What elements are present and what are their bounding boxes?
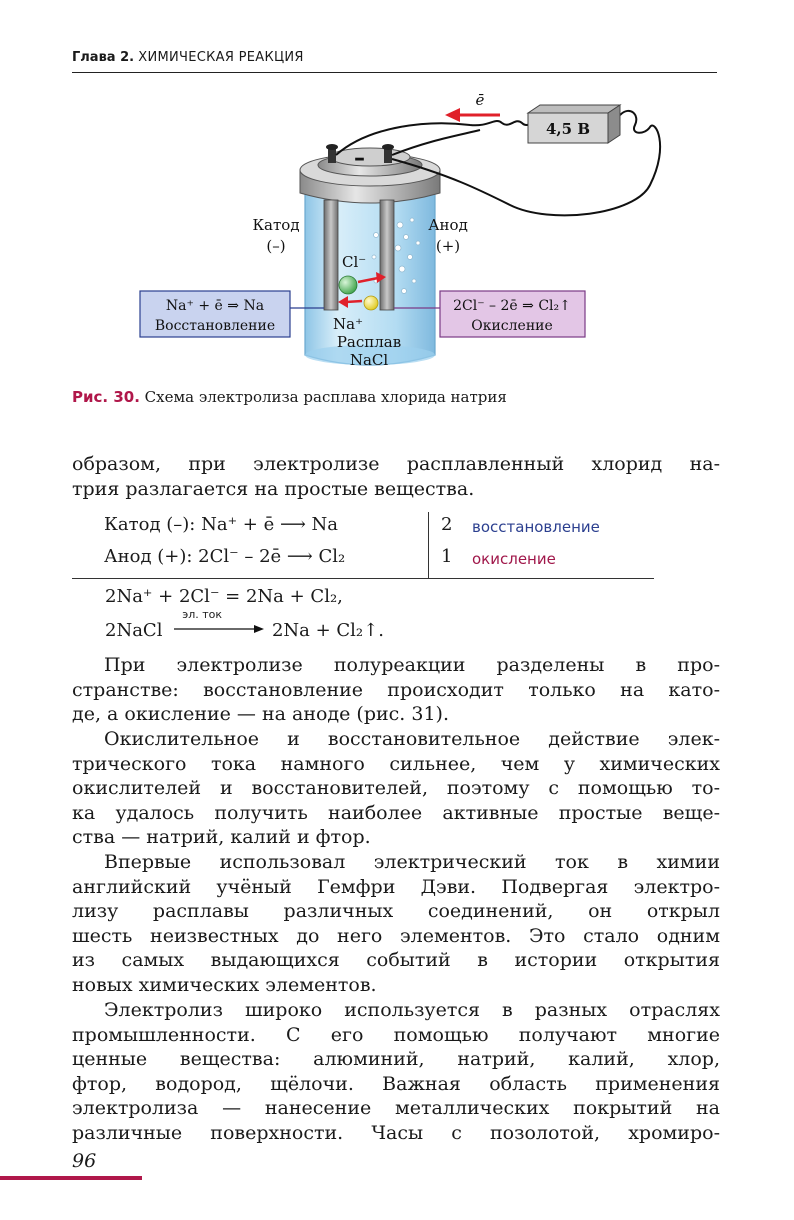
reactant: 2NaCl [105, 620, 163, 641]
paragraph-5 [72, 998, 720, 1146]
arrow-icon [170, 620, 268, 638]
paragraph-3 [72, 727, 720, 850]
anode-half-reaction: Анод (+): 2Cl⁻ – 2ē ⟶ Cl₂ [104, 546, 346, 567]
battery [528, 105, 620, 143]
cathode-coefficient: 2 [441, 514, 453, 535]
cathode-label: Катод [252, 216, 300, 234]
cathode-rod [324, 200, 338, 310]
electric-current-arrow [168, 608, 266, 636]
melt-substance: NaCl [349, 351, 389, 369]
chloride-ion [339, 276, 357, 294]
electron-flow-arrow [445, 91, 500, 122]
sodium-ion [364, 296, 378, 310]
arrow-condition: эл. ток [182, 608, 223, 621]
text-line: де, а окисление — на аноде (рис. 31). [72, 703, 450, 726]
table-divider [428, 512, 429, 578]
cathode-sign: (–) [266, 237, 286, 255]
text-line: новых химических элементов. [72, 973, 377, 996]
chapter-title: ХИМИЧЕСКАЯ РЕАКЦИЯ [138, 50, 304, 65]
electrolysis-figure [130, 85, 670, 385]
text-line: трия разлагается на простые вещества. [72, 477, 475, 500]
figure-number: Рис. 30. [72, 388, 140, 406]
beaker-lid [300, 148, 440, 203]
melt-label: Расплав [336, 333, 402, 351]
chapter-label: Глава 2. [72, 50, 135, 65]
text-line: образом, при электролизе расплавленный хлорид на- [72, 453, 720, 475]
oxidation-equation: 2Cl⁻ – 2ē ⇒ Cl₂↑ [453, 298, 571, 314]
text-line: лизу расплавы различных соединений, он открыл [72, 900, 720, 923]
text-line: из самых выдающихся событий в истории открытия [72, 949, 720, 972]
text-line: При электролизе полуреакции разделены в про- [104, 654, 720, 676]
text-line: шесть неизвестных до него элементов. Это стало одним [72, 924, 720, 947]
anode-coefficient: 1 [441, 546, 453, 567]
figure-caption-text: Схема электролиза расплава хлорида натрия [144, 388, 507, 406]
text-line: ценные вещества: алюминий, натрий, калий, хлор, [72, 1048, 720, 1071]
text-line: странстве: восстановление происходит только на като- [72, 678, 720, 701]
text-line: ка удалось получить наиболее активные простые веще- [72, 801, 720, 824]
oxidation-label: окисление [472, 550, 556, 568]
anode-sign: (+) [435, 237, 461, 255]
text-line: Электролиз широко используется в разных отраслях [104, 999, 720, 1021]
text-line: фтор, водород, щёлочи. Важная область применения [72, 1072, 720, 1095]
chloride-ion-label: Cl⁻ [342, 253, 367, 271]
paragraph-4 [72, 850, 720, 998]
battery-voltage: 4,5 В [546, 120, 590, 138]
ionic-equation: 2Na⁺ + 2Cl⁻ = 2Na + Cl₂, [105, 586, 343, 607]
text-line: Впервые использовал электрический ток в химии [104, 851, 720, 873]
page-number: 96 [72, 1150, 97, 1172]
reduction-label: восстановление [472, 518, 600, 536]
reduction-word: Восстановление [154, 318, 276, 334]
sodium-ion-label: Na⁺ [333, 315, 363, 333]
paragraph-2 [72, 653, 720, 727]
text-line: различные поверхности. Часы с позолотой, хромиро- [72, 1121, 720, 1144]
text-line: окислителей и восстановителей, поэтому с помощью то- [72, 777, 720, 800]
running-header [72, 50, 717, 73]
paragraph-intro [72, 452, 720, 501]
molecular-equation [105, 608, 384, 641]
oxidation-word: Окисление [471, 318, 553, 334]
cathode-half-reaction: Катод (–): Na⁺ + ē ⟶ Na [104, 514, 338, 535]
half-reactions-table [72, 510, 654, 579]
anode-label: Анод [428, 216, 468, 234]
products: 2Na + Cl₂↑. [271, 620, 384, 641]
text-line: электролиза — нанесение металлических покрытий на [72, 1097, 720, 1120]
text-line: ства — натрий, калий и фтор. [72, 826, 371, 849]
text-line: Окислительное и восстановительное действие элек- [104, 728, 720, 750]
figure-caption [72, 388, 507, 406]
reduction-box [140, 291, 324, 337]
footer-accent-bar [0, 1176, 142, 1180]
text-line: английский учёный Гемфри Дэви. Подвергая электро- [72, 875, 720, 898]
electron-symbol: ē [475, 91, 485, 109]
text-line: промышленности. С его помощью получают многие [72, 1023, 720, 1046]
lid-minus-sign: – [354, 146, 365, 171]
text-line: трического тока намного сильнее, чем у химических [72, 752, 720, 775]
reduction-equation: Na⁺ + ē ⇒ Na [165, 298, 265, 314]
anode-rod [380, 200, 394, 310]
